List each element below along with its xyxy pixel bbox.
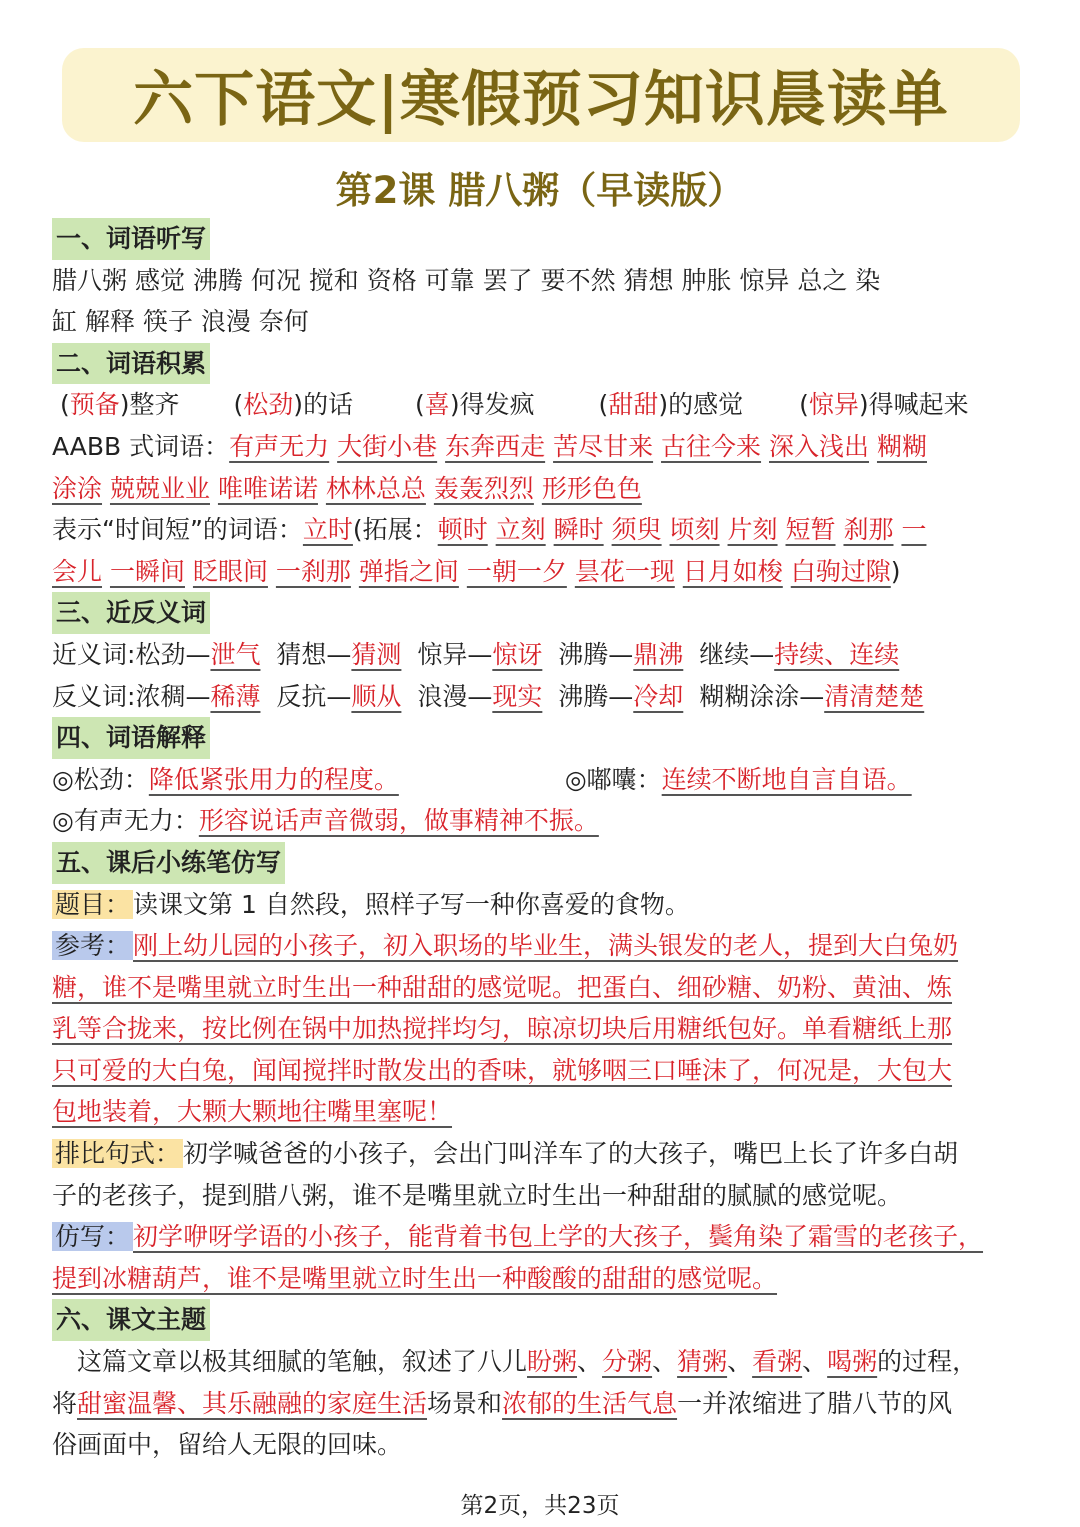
content [52,218,1032,1466]
parallelism-line-1 [52,1133,1032,1175]
explain-answer: 形容说话声音微弱，做事精神不振。 [198,806,599,836]
syn-word: 继续— [699,639,775,669]
time-word: 日月如梭 [682,556,783,586]
syn-word: 松劲— [135,639,211,669]
aabb-word: 东奔西走 [445,431,546,461]
theme-word: 盼粥 [527,1347,578,1377]
time-ext-label: (拓展： [352,515,438,545]
reference-text: 糖，谁不是嘴里就立时生出一种甜甜的感觉呢。把蛋白、细砂糖、奶粉、黄油、炼 [52,972,953,1002]
aabb-word: 林林总总 [325,473,426,503]
explain-word: ◎松劲： [52,764,149,794]
imitation-line-1 [52,1216,1032,1258]
syn-label: 近义词: [52,639,136,669]
imitation-line-2 [52,1258,1032,1300]
ant-label: 反义词: [52,681,136,711]
aabb-label: AABB 式词语： [52,431,230,461]
time-label: 表示“时间短”的词语： [52,515,303,545]
aabb-line-1 [52,426,1032,468]
aabb-word: 苦尽甘来 [553,431,654,461]
aabb-line-2 [52,468,1032,510]
time-word: 立刻 [495,515,546,545]
theme-highlight: 甜蜜温馨、其乐融融的家庭生活 [77,1388,428,1418]
time-word: 眨眼间 [192,556,268,586]
fill-answer: 甜甜 [608,390,659,420]
aabb-word: 形形色色 [541,473,642,503]
reference-line-5 [52,1091,1032,1133]
time-word: 刹那 [843,515,894,545]
theme-line-1 [52,1341,1032,1383]
fill-answer: 松劲 [243,390,294,420]
ant-answer: 冷却 [633,681,684,711]
fill-answer: 惊异 [808,390,859,420]
time-word: 须臾 [611,515,662,545]
time-word: 一 [901,515,927,545]
aabb-word: 兢兢业业 [109,473,210,503]
time-word: 一瞬间 [109,556,185,586]
aabb-word: 大街小巷 [337,431,438,461]
theme-word: 看粥 [752,1347,803,1377]
reference-text: 只可爱的大白兔，闻闻搅拌时散发出的香味，就够咽三口唾沫了，何况是，大包大 [52,1055,953,1085]
separator: 、 [652,1347,678,1377]
time-close: ) [890,556,901,586]
synonyms-line [52,634,1032,676]
time-word: 会儿 [52,556,103,586]
time-word: 顷刻 [669,515,720,545]
theme-line-2 [52,1383,1032,1425]
aabb-word: 唯唯诺诺 [217,473,318,503]
theme-text: 这篇文章以极其细腻的笔触，叙述了八儿 [52,1347,528,1377]
aabb-word: 轰轰烈烈 [433,473,534,503]
fill-blank-line: (预备)整齐 (松劲)的话 (喜)得发疯 (甜甜)的感觉 (惊异)得喊起来 [60,390,969,420]
syn-word: 猜想— [276,639,352,669]
aabb-word: 有声无力 [229,431,330,461]
reference-text: 刚上幼儿园的小孩子，初入职场的毕业生，满头银发的老人，提到大白兔奶 [133,931,959,961]
lesson-subtitle: 第2课 腊八粥（早读版） [335,169,745,212]
section-heading-accumulation: 二、词语积累 [52,343,210,385]
theme-highlight: 浓郁的生活气息 [502,1388,678,1418]
separator: 、 [577,1347,603,1377]
separator: 、 [802,1347,828,1377]
separator: 、 [727,1347,753,1377]
ant-answer: 稀薄 [210,681,261,711]
reference-line-1 [52,925,1032,967]
imitation-label: 仿写： [52,1222,133,1251]
syn-word: 沸腾— [558,639,634,669]
aabb-word: 深入浅出 [769,431,870,461]
aabb-word: 古往今来 [661,431,762,461]
topic-text: 读课文第 1 自然段，照样子写一种你喜爱的食物。 [133,889,690,919]
theme-word: 猜粥 [677,1347,728,1377]
section-heading-synonyms: 三、近反义词 [52,592,210,634]
theme-word: 喝粥 [827,1347,878,1377]
ant-answer: 现实 [492,681,543,711]
time-word: 一朝一夕 [466,556,567,586]
parallelism-label: 排比句式： [52,1139,183,1168]
section-heading-writing: 五、课后小练笔仿写 [52,842,285,884]
theme-text: 的过程， [877,1347,978,1377]
fill-answer: 预备 [69,390,120,420]
ant-answer: 顺从 [351,681,402,711]
title-banner [62,48,1020,142]
time-word: 白驹过隙 [790,556,891,586]
reference-line-3 [52,1008,1032,1050]
explain-word: ◎嘟囔： [564,764,662,794]
ant-word: 反抗— [276,681,352,711]
reference-line-4 [52,1050,1032,1092]
section-heading-dictation: 一、词语听写 [52,218,210,260]
ant-word: 沸腾— [558,681,634,711]
fill-answer: 喜 [424,390,450,420]
theme-text: 场景和 [427,1388,503,1418]
ant-answer: 清清楚楚 [824,681,925,711]
time-word: 一刹那 [275,556,351,586]
explanation-line-2 [52,800,1032,842]
time-words-line-1 [52,509,1032,551]
section-heading-theme: 六、课文主题 [52,1299,210,1341]
imitation-text: 提到冰糖葫芦，谁不是嘴里就立时生出一种酸酸的甜甜的感觉呢。 [52,1263,778,1293]
time-word: 片刻 [727,515,778,545]
fill-text: 整齐 [129,390,180,420]
syn-answer: 惊讶 [492,639,543,669]
theme-line-3: 俗画面中，留给人无限的回味。 [52,1430,403,1460]
topic-line [52,884,1032,926]
imitation-text: 初学咿呀学语的小孩子，能背着书包上学的大孩子，鬓角染了霜雪的老孩子， [133,1222,984,1252]
time-words-line-2 [52,551,1032,593]
fill-text: 得喊起来 [868,390,969,420]
time-word: 昙花一现 [574,556,675,586]
time-word: 瞬时 [553,515,604,545]
parallelism-text: 初学喊爸爸的小孩子，会出门叫洋车了的大孩子，嘴巴上长了许多白胡 [183,1139,959,1169]
topic-label: 题目： [52,890,133,919]
syn-answer: 鼎沸 [633,639,684,669]
parallelism-line-2: 子的老孩子，提到腊八粥，谁不是嘴里就立时生出一种甜甜的腻腻的感觉呢。 [52,1180,903,1210]
ant-word: 浪漫— [417,681,493,711]
reference-text: 包地装着，大颗大颗地往嘴里塞呢！ [52,1097,453,1127]
reference-line-2 [52,967,1032,1009]
reference-text: 乳等合拢来，按比例在锅中加热搅拌均匀，晾凉切块后用糖纸包好。单看糖纸上那 [52,1014,953,1044]
antonyms-line [52,676,1032,718]
time-main-word: 立时 [302,515,353,545]
syn-answer: 猜测 [351,639,402,669]
page-number: 第2页，共23页 [460,1493,620,1519]
explain-answer: 降低紧张用力的程度。 [148,764,399,794]
explain-answer: 连续不断地自言自语。 [661,764,912,794]
fill-text: 的话 [303,390,354,420]
reference-label: 参考： [52,931,133,960]
page-title: 六下语文|寒假预习知识晨读单 [133,65,949,135]
syn-answer: 持续、连续 [774,639,900,669]
theme-text: 一并浓缩进了腊八节的风 [677,1388,953,1418]
aabb-word: 涂涂 [52,473,103,503]
section-heading-explanation: 四、词语解释 [52,717,210,759]
explain-word: ◎有声无力： [52,806,199,836]
ant-word: 浓稠— [135,681,211,711]
time-word: 弹指之间 [358,556,459,586]
dictation-line-1: 腊八粥 感觉 沸腾 何况 搅和 资格 可靠 罢了 要不然 猜想 肿胀 惊异 总之 染 [52,265,881,295]
theme-text: 将 [52,1388,78,1418]
explanation-line-1 [52,759,1032,801]
dictation-line-2: 缸 解释 筷子 浪漫 奈何 [52,307,309,337]
theme-word: 分粥 [602,1347,653,1377]
aabb-word: 糊糊 [876,431,927,461]
fill-text: 得发疯 [459,390,535,420]
ant-word: 糊糊涂涂— [699,681,825,711]
time-word: 短暂 [785,515,836,545]
syn-word: 惊异— [417,639,493,669]
syn-answer: 泄气 [210,639,261,669]
fill-text: 的感觉 [668,390,744,420]
time-word: 顿时 [437,515,488,545]
